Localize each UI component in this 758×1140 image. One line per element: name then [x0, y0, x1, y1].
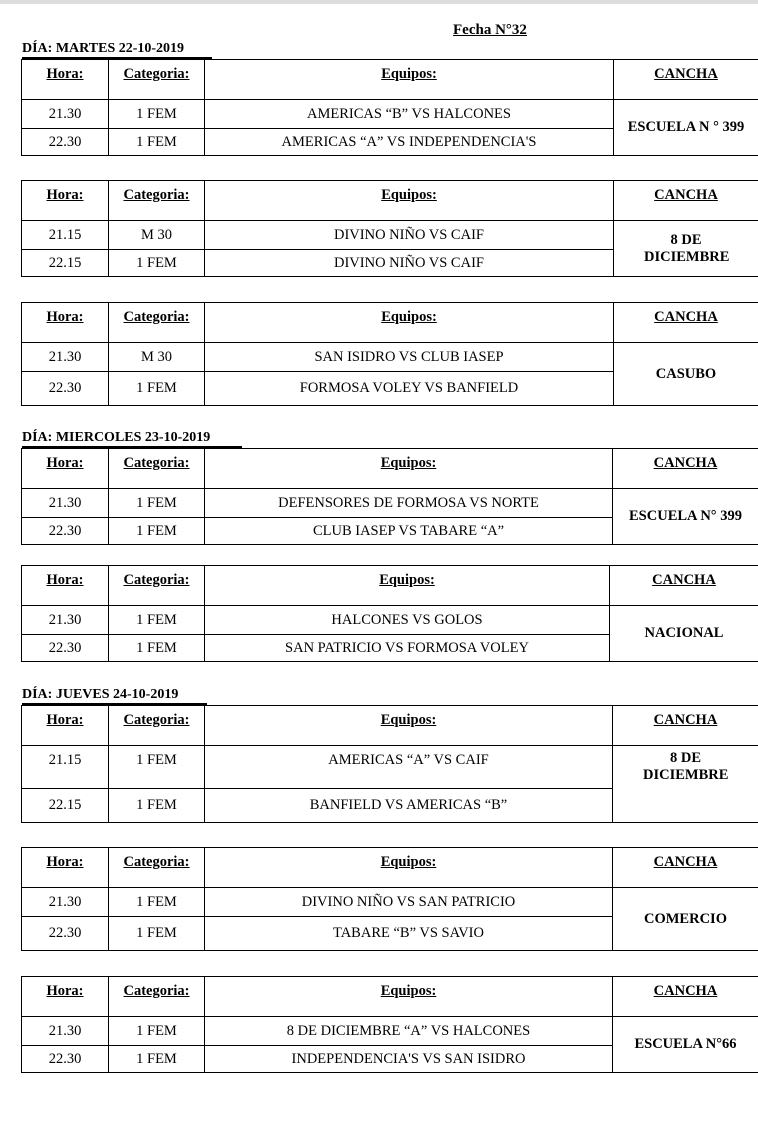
equipos-cell: DIVINO NIÑO VS CAIF	[205, 221, 614, 250]
hora-cell: 22.30	[22, 129, 109, 156]
hora-cell: 21.15	[22, 221, 109, 250]
equipos-cell: TABARE “B” VS SAVIO	[205, 917, 613, 951]
hora-cell: 22.30	[22, 372, 109, 406]
equipos-cell: DEFENSORES DE FORMOSA VS NORTE	[205, 489, 613, 518]
cancha-cell: COMERCIO	[613, 888, 758, 951]
header-cancha: CANCHA	[614, 60, 758, 100]
hora-cell: 22.15	[22, 250, 109, 277]
categoria-cell: 1 FEM	[109, 606, 205, 635]
header-hora: Hora:	[22, 181, 109, 221]
categoria-cell: 1 FEM	[109, 129, 205, 156]
header-categoria: Categoria:	[109, 706, 205, 746]
equipos-cell: DIVINO NIÑO VS SAN PATRICIO	[205, 888, 613, 917]
hora-cell: 21.30	[22, 606, 109, 635]
header-hora: Hora:	[22, 706, 109, 746]
table-row	[22, 100, 758, 129]
hora-cell: 22.30	[22, 518, 109, 545]
categoria-cell: 1 FEM	[109, 489, 205, 518]
header-categoria: Categoria:	[109, 566, 205, 606]
categoria-cell: 1 FEM	[109, 917, 205, 951]
header-categoria: Categoria:	[109, 449, 205, 489]
hora-cell: 21.30	[22, 100, 109, 129]
categoria-cell: 1 FEM	[109, 635, 205, 662]
categoria-cell: 1 FEM	[109, 789, 205, 823]
table-row	[22, 606, 758, 635]
top-border	[0, 0, 758, 4]
header-hora: Hora:	[22, 60, 109, 100]
equipos-cell: SAN ISIDRO VS CLUB IASEP	[205, 343, 614, 372]
header-cancha: CANCHA	[613, 706, 758, 746]
cancha-cell: CASUBO	[614, 343, 758, 406]
equipos-cell: HALCONES VS GOLOS	[205, 606, 610, 635]
table-row	[22, 746, 758, 789]
categoria-cell: M 30	[109, 221, 205, 250]
schedule-table	[21, 59, 758, 156]
schedule-table	[21, 302, 758, 406]
hora-cell: 22.30	[22, 1046, 109, 1073]
header-cancha: CANCHA	[613, 449, 758, 489]
header-hora: Hora:	[22, 977, 109, 1017]
header-equipos: Equipos:	[205, 303, 614, 343]
equipos-cell: AMERICAS “B” VS HALCONES	[205, 100, 614, 129]
cancha-cell: 8 DE DICIEMBRE	[613, 746, 758, 823]
equipos-cell: SAN PATRICIO VS FORMOSA VOLEY	[205, 635, 610, 662]
header-hora: Hora:	[22, 449, 109, 489]
cancha-cell: ESCUELA N°66	[613, 1017, 758, 1073]
categoria-cell: M 30	[109, 343, 205, 372]
header-cancha: CANCHA	[613, 977, 758, 1017]
day-heading-martes: DÍA: MARTES 22-10-2019	[22, 41, 185, 56]
categoria-cell: 1 FEM	[109, 518, 205, 545]
hora-cell: 22.30	[22, 917, 109, 951]
header-cancha: CANCHA	[614, 181, 758, 221]
day-heading-miercoles: DÍA: MIERCOLES 23-10-2019	[22, 430, 211, 445]
header-categoria: Categoria:	[109, 977, 205, 1017]
hora-cell: 22.15	[22, 789, 109, 823]
header-equipos: Equipos:	[205, 977, 613, 1017]
equipos-cell: CLUB IASEP VS TABARE “A”	[205, 518, 613, 545]
categoria-cell: 1 FEM	[109, 372, 205, 406]
equipos-cell: INDEPENDENCIA'S VS SAN ISIDRO	[205, 1046, 613, 1073]
equipos-cell: AMERICAS “A” VS CAIF	[205, 746, 613, 789]
hora-cell: 21.15	[22, 746, 109, 789]
header-cancha: CANCHA	[613, 848, 758, 888]
schedule-table	[21, 565, 758, 662]
hora-cell: 21.30	[22, 343, 109, 372]
table-row	[22, 489, 758, 518]
equipos-cell: FORMOSA VOLEY VS BANFIELD	[205, 372, 614, 406]
table-row	[22, 1017, 758, 1046]
categoria-cell: 1 FEM	[109, 100, 205, 129]
categoria-cell: 1 FEM	[109, 250, 205, 277]
page-title: Fecha N°32	[453, 22, 527, 38]
schedule-table	[21, 180, 758, 277]
equipos-cell: BANFIELD VS AMERICAS “B”	[205, 789, 613, 823]
header-equipos: Equipos:	[205, 60, 614, 100]
cancha-cell: 8 DE DICIEMBRE	[614, 221, 758, 277]
table-row	[22, 221, 758, 250]
header-equipos: Equipos:	[205, 848, 613, 888]
hora-cell: 22.30	[22, 635, 109, 662]
header-cancha: CANCHA	[610, 566, 758, 606]
categoria-cell: 1 FEM	[109, 888, 205, 917]
schedule-table	[21, 976, 758, 1073]
cancha-cell: NACIONAL	[610, 606, 758, 662]
cancha-cell: ESCUELA N° 399	[613, 489, 758, 545]
equipos-cell: AMERICAS “A” VS INDEPENDENCIA'S	[205, 129, 614, 156]
hora-cell: 21.30	[22, 489, 109, 518]
schedule-table	[21, 705, 758, 823]
table-row	[22, 343, 758, 372]
header-categoria: Categoria:	[109, 848, 205, 888]
header-categoria: Categoria:	[109, 303, 205, 343]
header-hora: Hora:	[22, 566, 109, 606]
equipos-cell: 8 DE DICIEMBRE “A” VS HALCONES	[205, 1017, 613, 1046]
schedule-table	[21, 847, 758, 951]
categoria-cell: 1 FEM	[109, 746, 205, 789]
hora-cell: 21.30	[22, 1017, 109, 1046]
header-hora: Hora:	[22, 848, 109, 888]
equipos-cell: DIVINO NIÑO VS CAIF	[205, 250, 614, 277]
cancha-cell: ESCUELA N ° 399	[614, 100, 758, 156]
header-categoria: Categoria:	[109, 181, 205, 221]
schedule-table	[21, 448, 758, 545]
table-row	[22, 888, 758, 917]
header-equipos: Equipos:	[205, 449, 613, 489]
day-heading-jueves: DÍA: JUEVES 24-10-2019	[22, 687, 179, 702]
categoria-cell: 1 FEM	[109, 1017, 205, 1046]
header-equipos: Equipos:	[205, 706, 613, 746]
header-cancha: CANCHA	[614, 303, 758, 343]
hora-cell: 21.30	[22, 888, 109, 917]
header-categoria: Categoria:	[109, 60, 205, 100]
header-equipos: Equipos:	[205, 181, 614, 221]
header-hora: Hora:	[22, 303, 109, 343]
header-equipos: Equipos:	[205, 566, 610, 606]
categoria-cell: 1 FEM	[109, 1046, 205, 1073]
